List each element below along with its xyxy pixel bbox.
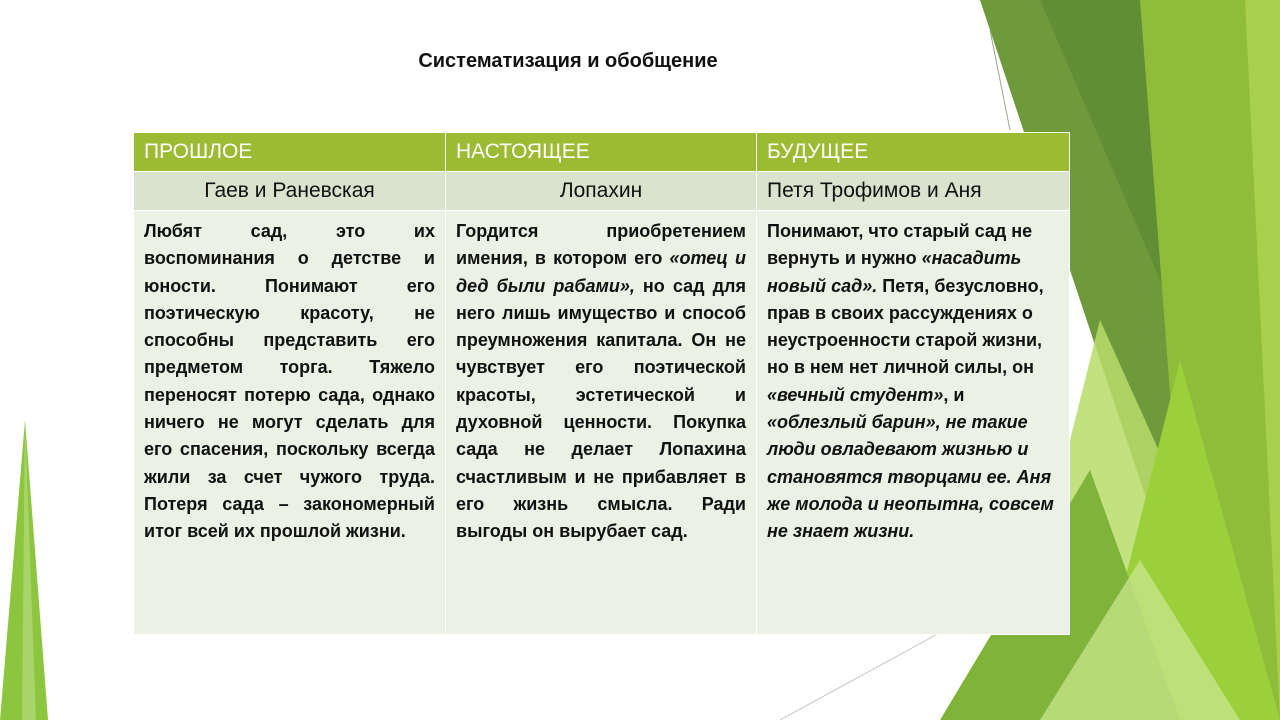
names-row [134,172,1070,211]
quote-segment: «отец и дед были рабами», [456,248,746,296]
cell-future-text [757,211,1070,635]
text-segment: но сад для него лишь имущество и способ преумножения капитала. Он не чувствует его поэтической красоты, эстетической и духовной ценности. Покупка сада не делает Лопахина счастливым и не прибавляет в его жизнь смысла. Ради выгоды он вырубает сад. [456,275,746,542]
text-segment: Понимают, что старый сад не вернуть и нужно [767,221,1033,269]
quote-segment: «насадить новый сад». [767,248,1022,296]
header-row [134,133,1070,172]
cell-present-text [446,211,757,635]
quote-segment: «облезлый барин», не такие люди овладевают жизнью и становятся творцами ее. Аня же молода и неопытна, совсем не знает жизни. [767,412,1054,542]
text-segment: Петя, безусловно, прав в своих рассуждениях о неустроенности старой жизни, но в нем нет личной силы, он [767,275,1044,378]
description-row [134,211,1070,635]
header-past: ПРОШЛОЕ [134,133,446,172]
text-segment: , и [943,384,965,405]
names-past: Гаев и Раневская [134,172,446,211]
header-present: НАСТОЯЩЕЕ [446,133,757,172]
names-future: Петя Трофимов и Аня [757,172,1070,211]
cell-past-text: Любят сад, это их воспоминания о детстве и юности. Понимают его поэтическую красоту, не способны представить его предметом торга. Тяжело переносят потерю сада, однако ничего не могут сделать для его спасения, поскольку всегда жили за счет чужого труда. Потеря сада – закономерный итог всей их прошлой жизни. [134,211,446,635]
names-present: Лопахин [446,172,757,211]
text-segment: Гордится приобретением имения, в котором его [456,221,746,269]
quote-segment: «вечный студент» [767,384,944,405]
header-future: БУДУЩЕЕ [757,133,1070,172]
page-title: Систематизация и обобщение [418,50,718,72]
comparison-table [133,132,1070,635]
